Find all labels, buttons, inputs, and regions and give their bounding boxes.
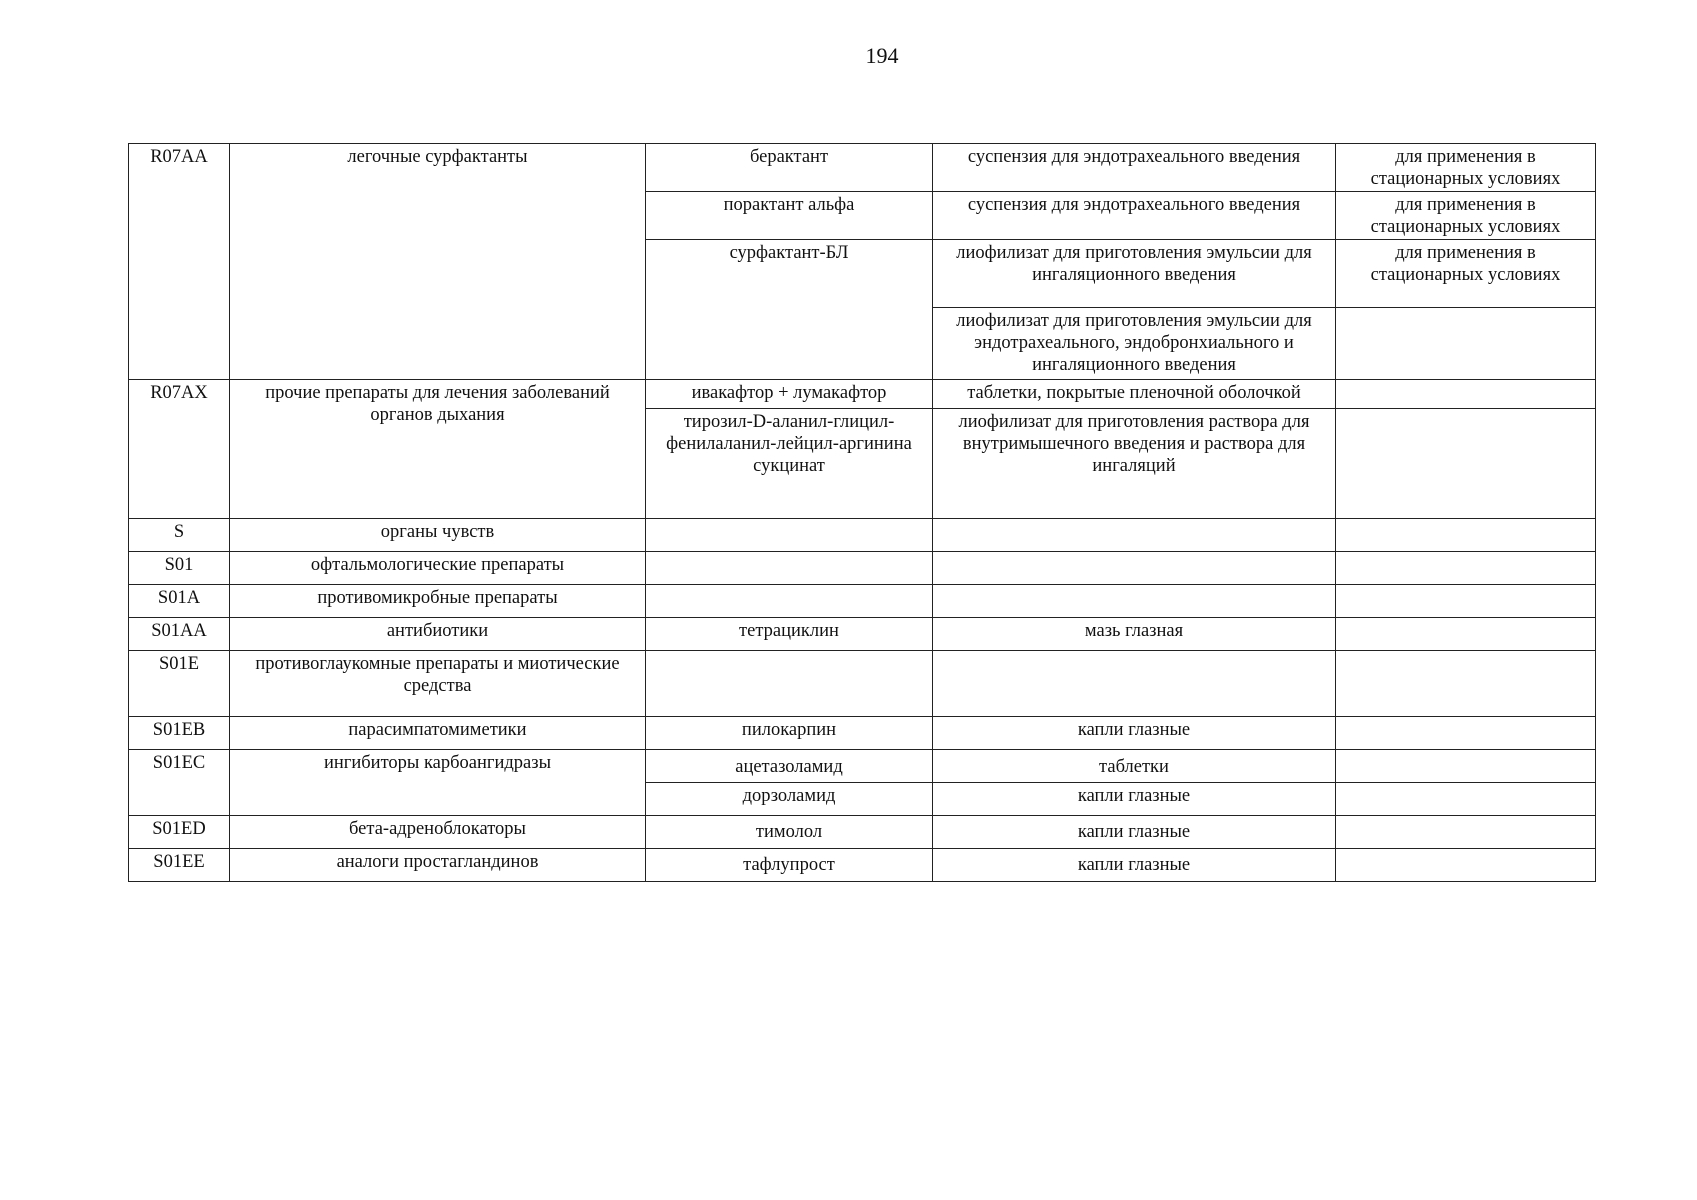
drug-name-cell: порактант альфа <box>646 192 933 240</box>
dosage-form-cell: таблетки <box>933 750 1336 783</box>
note-cell <box>1336 783 1596 816</box>
atc-code-cell: R07AX <box>129 380 230 519</box>
atc-group-cell: аналоги простагландинов <box>230 849 646 882</box>
atc-code-cell: S01E <box>129 651 230 717</box>
drug-name-cell: ивакафтор + лумакафтор <box>646 380 933 409</box>
note-cell <box>1336 651 1596 717</box>
table-row <box>129 816 1596 849</box>
atc-group-cell: прочие препараты для лечения заболеваний органов дыхания <box>230 380 646 519</box>
atc-code-cell: S01EB <box>129 717 230 750</box>
drug-table <box>128 143 1596 882</box>
drug-name-cell: тафлупрост <box>646 849 933 882</box>
note-cell <box>1336 552 1596 585</box>
atc-group-cell: парасимпатомиметики <box>230 717 646 750</box>
atc-code-cell: R07AA <box>129 144 230 380</box>
atc-code-cell: S <box>129 519 230 552</box>
note-cell <box>1336 849 1596 882</box>
atc-code-cell: S01A <box>129 585 230 618</box>
note-cell <box>1336 717 1596 750</box>
dosage-form-cell: лиофилизат для приготовления эмульсии для ингаляционного введения <box>933 240 1336 308</box>
atc-group-cell: антибиотики <box>230 618 646 651</box>
dosage-form-cell: таблетки, покрытые пленочной оболочкой <box>933 380 1336 409</box>
table-row <box>129 585 1596 618</box>
table-row <box>129 651 1596 717</box>
atc-group-cell: ингибиторы карбоангидразы <box>230 750 646 816</box>
drug-name-cell: сурфактант-БЛ <box>646 240 933 380</box>
dosage-form-cell: мазь глазная <box>933 618 1336 651</box>
note-cell <box>1336 308 1596 380</box>
atc-group-cell: противоглаукомные препараты и миотические средства <box>230 651 646 717</box>
note-cell <box>1336 380 1596 409</box>
dosage-form-cell <box>933 651 1336 717</box>
page-number: 194 <box>865 43 899 68</box>
dosage-form-cell <box>933 552 1336 585</box>
note-cell <box>1336 519 1596 552</box>
drug-name-cell: тирозил-D-аланил-глицил-фенилаланил-лейцил-аргинина сукцинат <box>646 409 933 519</box>
atc-group-cell: органы чувств <box>230 519 646 552</box>
drug-name-cell: ацетазоламид <box>646 750 933 783</box>
drug-name-cell: берактант <box>646 144 933 192</box>
table-row <box>129 750 1596 783</box>
atc-group-cell: офтальмологические препараты <box>230 552 646 585</box>
note-cell <box>1336 409 1596 519</box>
atc-group-cell: легочные сурфактанты <box>230 144 646 380</box>
drug-name-cell: пилокарпин <box>646 717 933 750</box>
atc-code-cell: S01EC <box>129 750 230 816</box>
dosage-form-cell: капли глазные <box>933 717 1336 750</box>
note-cell: для применения в стационарных условиях <box>1336 240 1596 308</box>
note-cell <box>1336 585 1596 618</box>
table-row <box>129 717 1596 750</box>
dosage-form-cell: лиофилизат для приготовления эмульсии для эндотрахеального, эндобронхиального и ингаляционного введения <box>933 308 1336 380</box>
dosage-form-cell: капли глазные <box>933 816 1336 849</box>
dosage-form-cell: лиофилизат для приготовления раствора для внутримышечного введения и раствора для ингаляций <box>933 409 1336 519</box>
drug-name-cell: тетрациклин <box>646 618 933 651</box>
drug-name-cell <box>646 651 933 717</box>
atc-code-cell: S01 <box>129 552 230 585</box>
table-row <box>129 849 1596 882</box>
atc-code-cell: S01EE <box>129 849 230 882</box>
atc-group-cell: бета-адреноблокаторы <box>230 816 646 849</box>
atc-code-cell: S01AA <box>129 618 230 651</box>
note-cell <box>1336 816 1596 849</box>
table-row <box>129 144 1596 192</box>
dosage-form-cell: суспензия для эндотрахеального введения <box>933 192 1336 240</box>
drug-name-cell <box>646 519 933 552</box>
table-row <box>129 618 1596 651</box>
drug-name-cell: дорзоламид <box>646 783 933 816</box>
note-cell: для применения в стационарных условиях <box>1336 144 1596 192</box>
table-row <box>129 380 1596 409</box>
note-cell <box>1336 750 1596 783</box>
atc-code-cell: S01ED <box>129 816 230 849</box>
dosage-form-cell: капли глазные <box>933 849 1336 882</box>
note-cell <box>1336 618 1596 651</box>
drug-name-cell <box>646 585 933 618</box>
drug-name-cell <box>646 552 933 585</box>
atc-group-cell: противомикробные препараты <box>230 585 646 618</box>
drug-name-cell: тимолол <box>646 816 933 849</box>
dosage-form-cell <box>933 585 1336 618</box>
dosage-form-cell: капли глазные <box>933 783 1336 816</box>
table-row <box>129 519 1596 552</box>
dosage-form-cell: суспензия для эндотрахеального введения <box>933 144 1336 192</box>
dosage-form-cell <box>933 519 1336 552</box>
table-row <box>129 552 1596 585</box>
note-cell: для применения в стационарных условиях <box>1336 192 1596 240</box>
